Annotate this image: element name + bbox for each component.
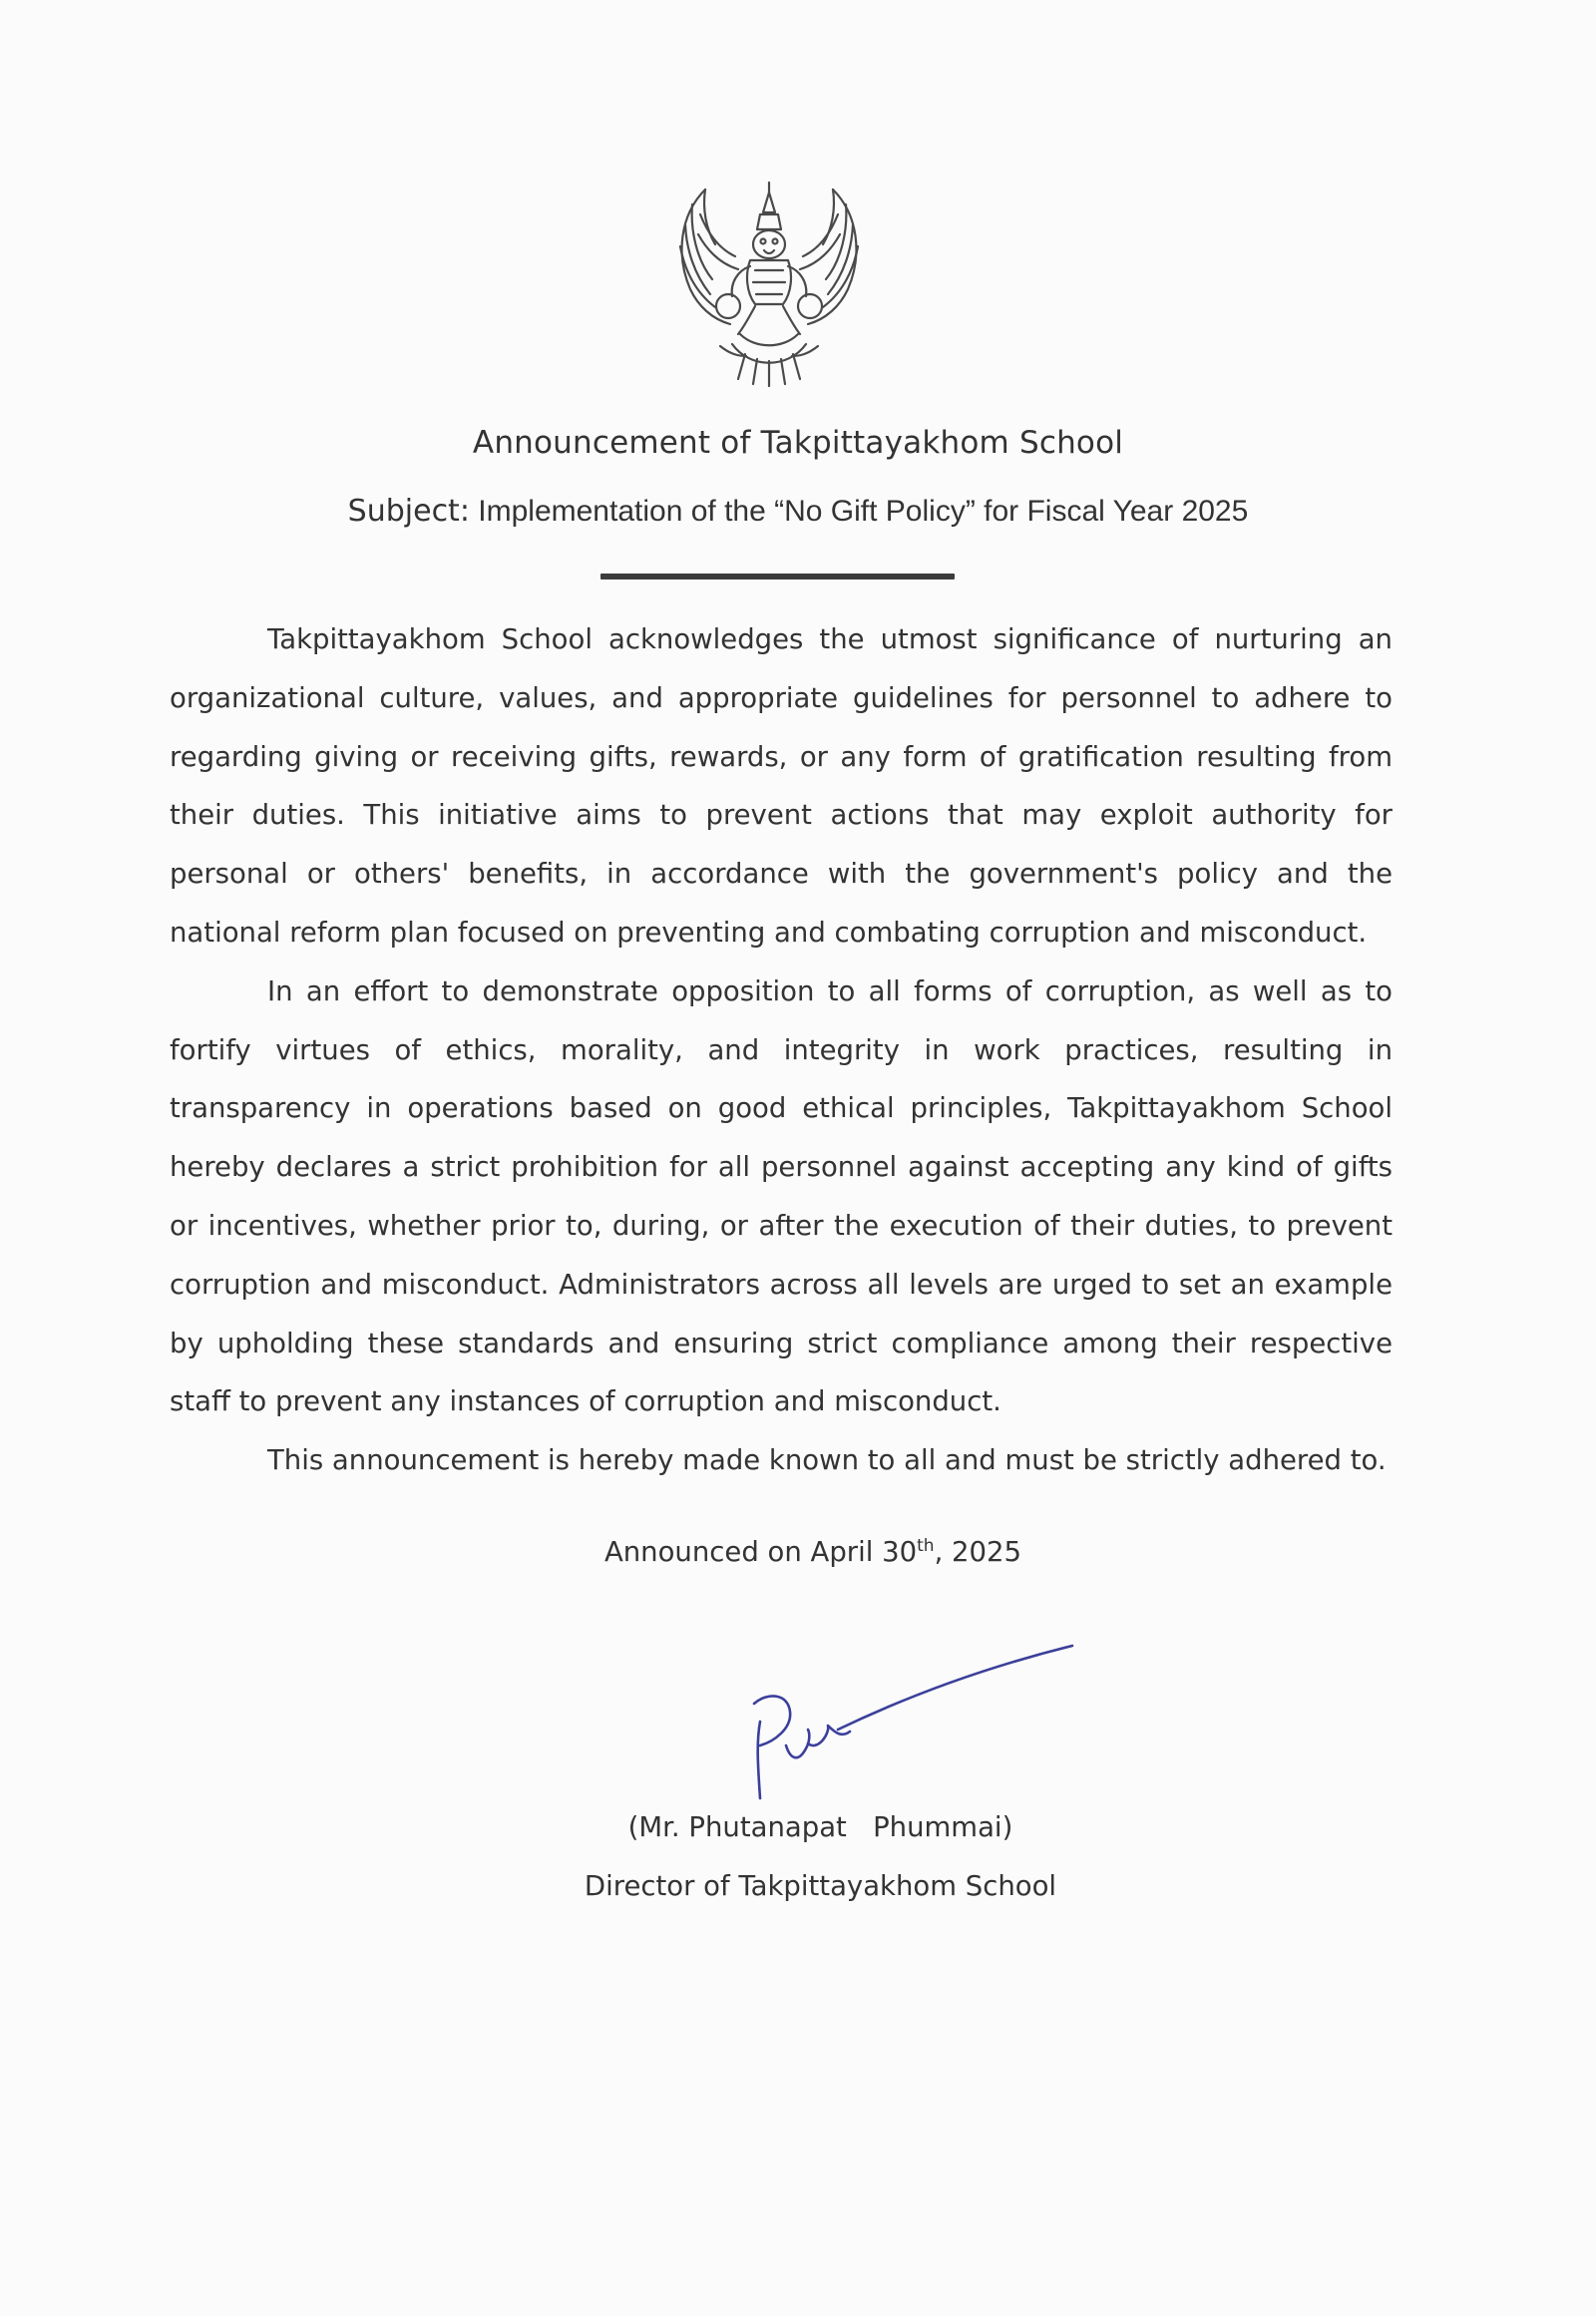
subject-line xyxy=(0,494,1596,529)
signer-name: (Mr. Phutanapat Phummai) xyxy=(627,1811,1013,1843)
paragraph-2: In an effort to demonstrate opposition to all forms of corruption, as well as to fortify virtues of ethics, morality, and integrity in work practices, resulting in transparency in operations based on good ethical principles, Takpittayakhom School hereby declares a strict prohibition for all personnel against accepting any kind of gifts or incentives, whether prior to, during, or after the execution of their duties, to prevent corruption and misconduct. Administrators across all levels are urged to set an example by upholding these standards and ensuring strict compliance among their respective staff to prevent any instances of corruption and misconduct. xyxy=(170,974,1393,1418)
paragraph-3: This announcement is hereby made known to all and must be strictly adhered to. xyxy=(267,1444,1387,1477)
announcement-body xyxy=(170,610,1393,1490)
subject-text: Implementation of the “No Gift Policy” for Fiscal Year 2025 xyxy=(469,495,1249,528)
announced-prefix: Announced on April 30 xyxy=(603,1536,918,1568)
garuda-emblem-icon xyxy=(660,175,878,392)
announcement-date xyxy=(0,1536,1596,1568)
announced-ordinal: th xyxy=(917,1535,935,1556)
subject-label: Subject: xyxy=(347,494,470,529)
page-title: Announcement of Takpittayakhom School xyxy=(472,425,1124,461)
paragraph-1: Takpittayakhom School acknowledges the utmost significance of nurturing an organizational culture, values, and appropriate guidelines for personnel to adhere to regarding giving or receiving gifts, rewards, or any form of gratification resulting from their duties. This initiative aims to prevent actions that may exploit authority for personal or others' benefits, in accordance with the government's policy and the national reform plan focused on preventing and combating corruption and misconduct. xyxy=(170,623,1393,949)
handwritten-signature xyxy=(738,1634,1077,1803)
title-divider xyxy=(600,574,955,579)
signer-title: Director of Takpittayakhom School xyxy=(584,1870,1057,1902)
announced-suffix: , 2025 xyxy=(934,1536,1022,1568)
